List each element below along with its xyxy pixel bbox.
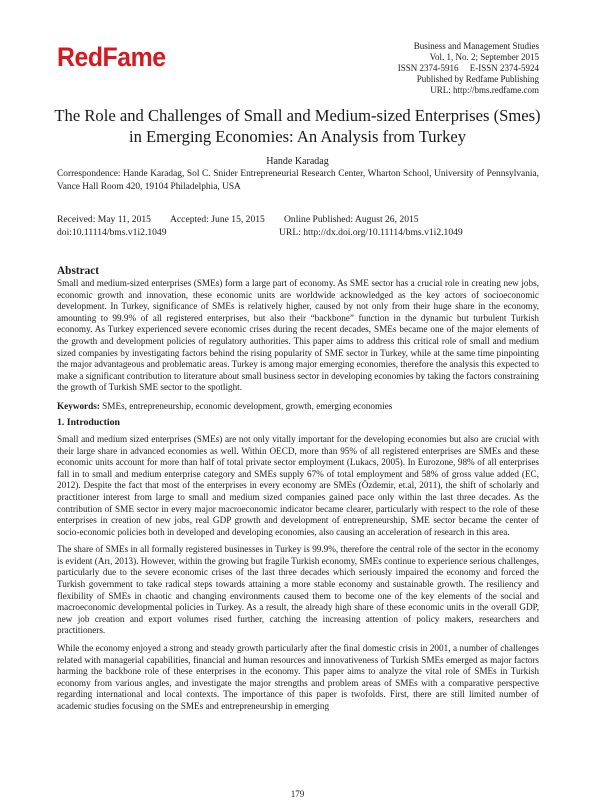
keywords-label: Keywords: — [57, 400, 100, 411]
accepted-date: Accepted: June 15, 2015 — [170, 214, 265, 225]
publisher-line: Published by Redfame Publishing — [416, 74, 539, 84]
publication-dates — [57, 213, 539, 239]
published-date: Online Published: August 26, 2015 — [284, 214, 419, 225]
journal-url[interactable]: URL: http://bms.redfame.com — [430, 85, 539, 95]
intro-paragraph-3: While the economy enjoyed a strong and steady growth particularly after the final domestic crisis in 2001, a number of challenges related with managerial capabilities, financial and human resources and innovativeness of Turkish SMEs emerged as major factors harming the backbone role of these enterprises in the economy. This paper aims to analyze the vital role of SMEs in Turkish economy from various angles, and investigate the major strengths and problem areas of SMEs with a comparative perspective regarding international and local contexts. The importance of this paper is twofolds. First, there are still limited number of academic studies focusing on the SMEs and entrepreneurship in emerging — [57, 643, 539, 711]
intro-paragraph-2: The share of SMEs in all formally registered businesses in Turkey is 99.9%, therefore the central role of the sector in the economy is evident (Arı, 2013). However, within the growing but fragile Turkish economy, SMEs continue to experience serious challenges, particularly due to the severe economic crises of the last three decades which seriously impaired the economy and forced the Turkish government to take radical steps towards attaining a more stable economy and sustainable growth. The resiliency and flexibility of SMEs in chaotic and changing environments caused them to become one of the key elements of the social and macroeconomic developmental policies in Turkey. As a result, the already high share of these economic units in the overall GDP, new job creation and export volumes rised further, catching the increasing attention of policy makers, researchers and practitioners. — [57, 544, 539, 636]
article-body — [57, 264, 539, 719]
volume-line: Vol. 1, No. 2; September 2015 — [429, 52, 539, 62]
article-title: The Role and Challenges of Small and Medium-sized Enterprises (Smes) in Emerging Economies: An Analysis from Turkey — [54, 106, 541, 146]
page-number: 179 — [290, 789, 305, 799]
correspondence: Correspondence: Hande Karadag, Sol C. Snider Entrepreneurial Research Center, Wharton School, University of Pennsylvania, Vance Hall Room 420, 19104 Philadelphia, USA — [57, 169, 539, 192]
intro-paragraph-1: Small and medium sized enterprises (SMEs) are not only vitally important for the developing economies but also are crucial with their large share in advanced economies as well. Within OECD, more than 95% of all registered enterprises are SMEs and these economic units account for more than half of total private sector employment (Lukacs, 2005). In Eurozone, 98% of all enterprises fall in to small and medium enterprise category and SMEs supply 67% of total employment and 58% of gross value added (EC, 2012). Despite the fact that most of the enterprises in every economy are SMEs (Özdemir, et.al, 2011), the shift of scholarly and practitioner interest from large to small and medium sized companies gained pace only within the last three decades. As the contribution of SME sector in every major macroeconomic indicator became clearer, particularly with respect to the role of these enterprises in creation of new jobs, real GDP growth and development of entrepreneurship, SME sector became the center of socio-economic policies both in developed and developing economies, also causing an acceleration of research in this area. — [57, 433, 539, 537]
author-name: Hande Karadag — [266, 156, 329, 167]
doi-url[interactable]: URL: http://dx.doi.org/10.11114/bms.v1i2.1049 — [279, 227, 463, 238]
publisher-logo: RedFame — [57, 42, 166, 72]
journal-info — [299, 41, 539, 96]
keywords — [57, 400, 539, 412]
introduction-heading: 1. Introduction — [57, 416, 120, 428]
abstract-text: Small and medium-sized enterprises (SMEs) form a large part of economy. As SME sector has a crucial role in creating new jobs, economic growth and innovation, these economic units are worldwide acknowledged as the key actors of socioeconomic development. In Turkey, significance of SMEs is relatively higher, caused by not only from their huge share in the economy, amounting to 99.9% of all registered enterprises, but also their “backbone” function in the dynamic but turbulent Turkish economy. As Turkey experienced severe economic crises during the recent decades, SMEs became one of the major elements of the growth and development policies of regulatory authorities. This paper aims to address this critical role of small and medium sized companies by investigating factors behind the rising popularity of SME sector in Turkey, while at the same time pinpointing the major advantageous and problematic areas. Turkey is among major emerging economies, therefore the analysis this expected to make a significant contribution to literature about small business sector in developing economies by taking the factors constraining the growth of Turkish SME sector to the spotlight. — [57, 278, 539, 393]
received-date: Received: May 11, 2015 — [57, 214, 151, 225]
journal-name: Business and Management Studies — [413, 41, 539, 51]
abstract-heading: Abstract — [57, 265, 100, 277]
doi[interactable]: doi:10.11114/bms.v1i2.1049 — [57, 227, 167, 238]
keywords-text: SMEs, entrepreneurship, economic development, growth, emerging economies — [99, 400, 393, 411]
issn-line: ISSN 2374-5916 E-ISSN 2374-5924 — [397, 63, 539, 73]
